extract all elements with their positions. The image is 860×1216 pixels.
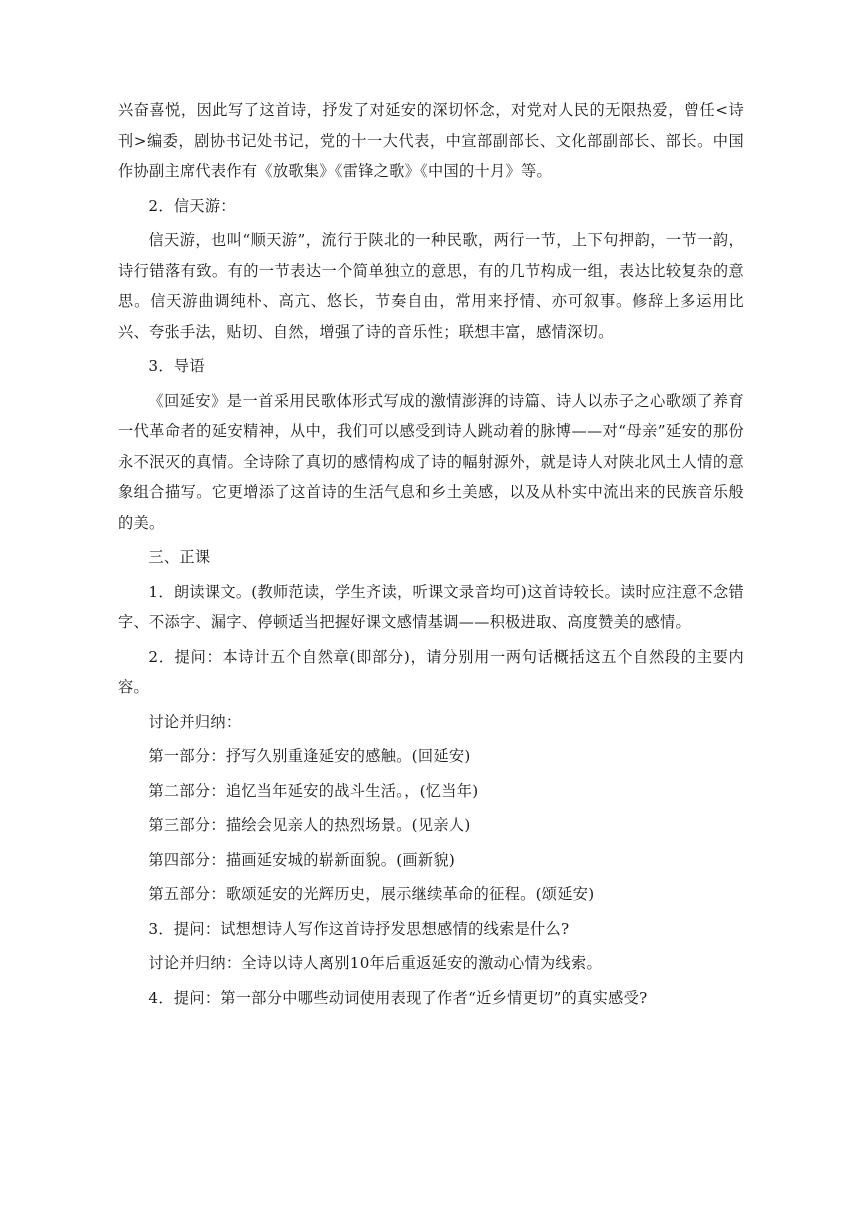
paragraph-author-bio: 兴奋喜悦，因此写了这首诗，抒发了对延安的深切怀念，对党对人民的无限热爱，曾任<诗刊>编委，剧协书记处书记，党的十一大代表，中宣部副部长、文化部副部长、部长。中国作协副主席代表作有《放歌集》《雷锋之歌》《中国的十月》等。 bbox=[118, 101, 744, 180]
part-three: 第三部分：描绘会见亲人的热烈场景。(见亲人) bbox=[148, 816, 471, 834]
paragraph-xintianyou: 信天游，也叫“顺天游”，流行于陕北的一种民歌，两行一节，上下句押韵，一节一韵，诗行错落有致。有的一节表达一个简单独立的意思，有的几节构成一组，表达比较复杂的意思。信天游曲调纯朴、高亢、悠长，节奏自由，常用来抒情、亦可叙事。修辞上多运用比兴、夸张手法，贴切、自然，增强了诗的音乐性；联想丰富，感情深切。 bbox=[118, 231, 744, 341]
part-five: 第五部分：歌颂延安的光辉历史，展示继续革命的征程。(颂延安) bbox=[148, 885, 595, 903]
heading-main-lesson: 三、正课 bbox=[148, 548, 211, 566]
paragraph-question-3: 4．提问：第一部分中哪些动词使用表现了作者“近乡情更切”的真实感受? bbox=[148, 988, 648, 1007]
part-two: 第二部分：追忆当年延安的战斗生活。，(忆当年) bbox=[148, 781, 479, 800]
paragraph-question-1: 2．提问：本诗计五个自然章(即部分)，请分别用一两句话概括这五个自然段的主要内容。 bbox=[118, 647, 744, 696]
paragraph-reading: 1．朗读课文。(教师范读，学生齐读，听课文录音均可)这首诗较长。读时应注意不念错字、不添字、漏字、停顿适当把握好课文感情基调——积极进取、高度赞美的感情。 bbox=[118, 582, 744, 631]
paragraph-introduction: 《回延安》是一首采用民歌体形式写成的激情澎湃的诗篇、诗人以赤子之心歌颂了养育一代革命者的延安精神，从中，我们可以感受到诗人跳动着的脉博——对“母亲”延安的那份永不泯灭的真情。全诗除了真切的感情构成了诗的幅射源外，就是诗人对陕北风土人情的意象组合描写。它更增添了这首诗的生活气息和乡土美感，以及从朴实中流出来的民族音乐般的美。 bbox=[118, 391, 744, 532]
part-one: 第一部分：抒写久别重逢延安的感触。(回延安) bbox=[148, 747, 471, 765]
paragraph-question-2: 3．提问：试想想诗人写作这首诗抒发思想感情的线索是什么? bbox=[148, 919, 570, 938]
discussion-label: 讨论并归纳： bbox=[148, 712, 242, 731]
heading-introduction: 3．导语 bbox=[148, 357, 205, 375]
heading-xintianyou: 2．信天游： bbox=[148, 196, 236, 215]
discussion-answer: 讨论并归纳：全诗以诗人离别10年后重返延安的激动心情为线索。 bbox=[148, 954, 602, 972]
document-body bbox=[118, 95, 744, 1017]
part-four: 第四部分：描画延安城的崭新面貌。(画新貌) bbox=[148, 850, 456, 869]
